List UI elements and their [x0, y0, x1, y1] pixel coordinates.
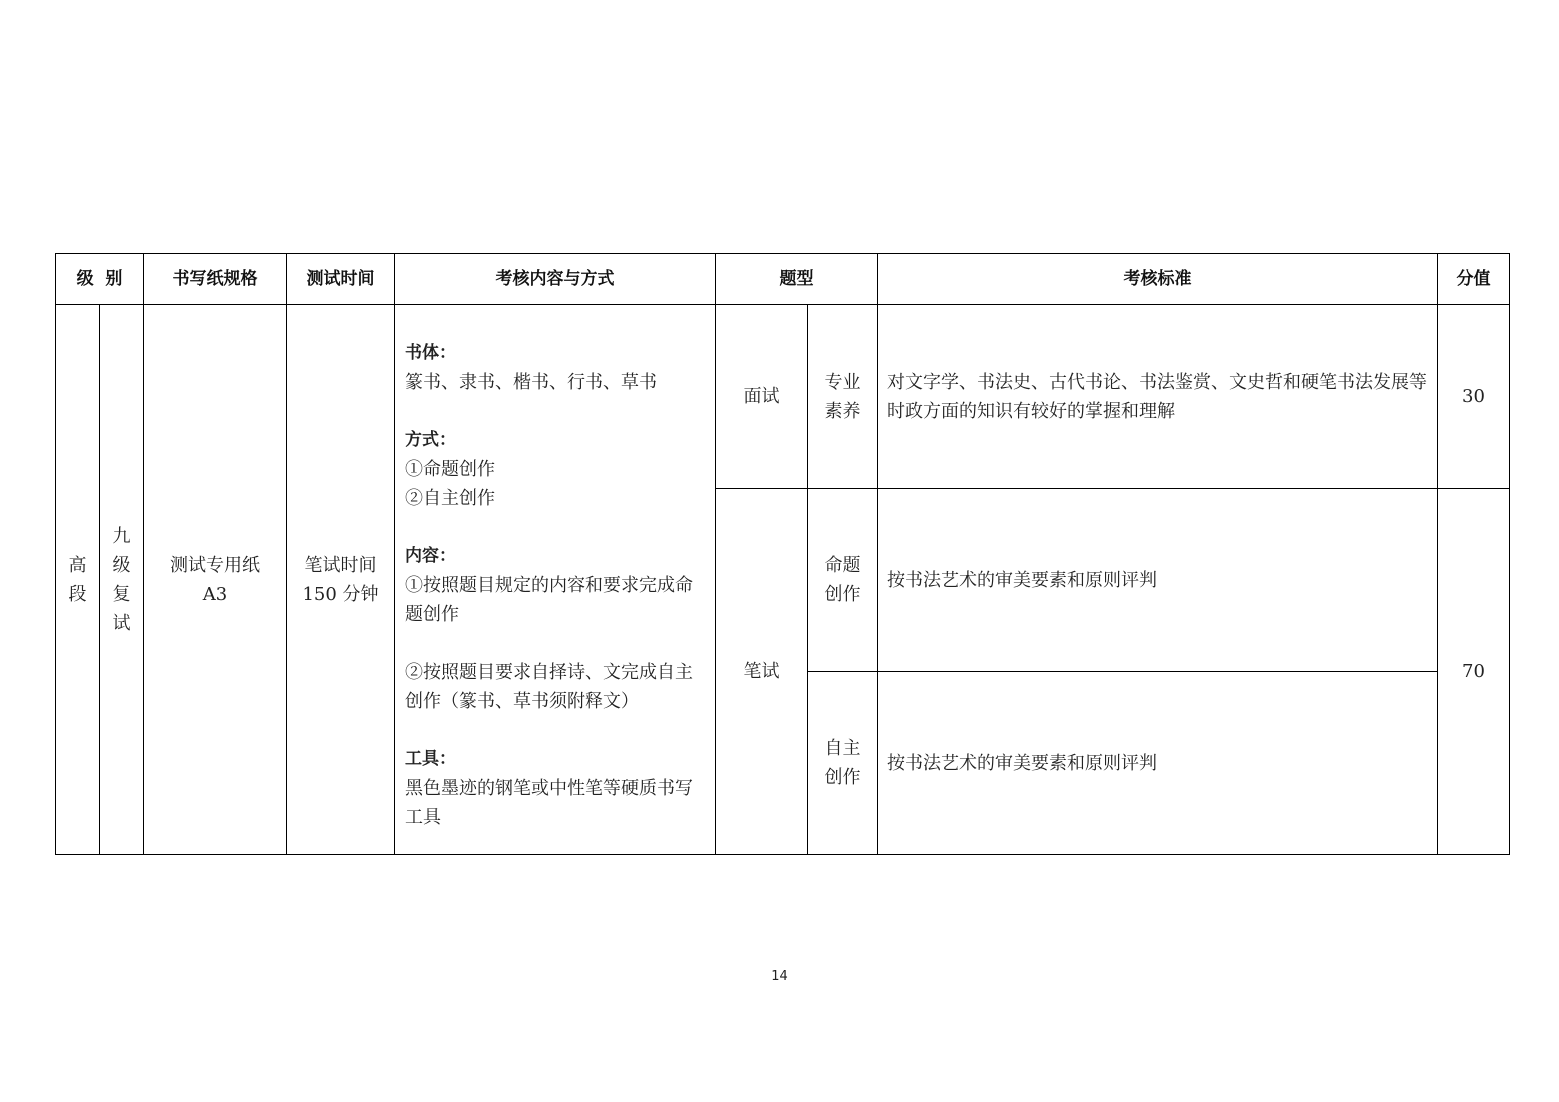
content-block	[405, 658, 705, 716]
time-line-1: 笔试时间	[304, 554, 377, 576]
content-block-line: ②自主创作	[405, 488, 495, 509]
interview-score: 30	[1462, 386, 1485, 407]
level-text: 九级复试	[112, 525, 131, 634]
header-question-type: 题型	[716, 254, 878, 305]
written-standard-cell-2	[878, 672, 1438, 855]
content-block	[405, 339, 705, 397]
header-row	[56, 254, 1510, 305]
stage-text: 高段	[68, 554, 87, 605]
content-blocks	[405, 309, 705, 832]
written-standard-2: 按书法艺术的审美要素和原则评判	[887, 752, 1157, 774]
content-block-line: 黑色墨迹的钢笔或中性笔等硬质书写工具	[405, 778, 693, 828]
written-type-cell-1	[808, 489, 878, 672]
level-cell	[100, 305, 144, 855]
interview-type-cell	[808, 305, 878, 489]
interview-row	[56, 305, 1510, 489]
interview-score-cell	[1438, 305, 1510, 489]
content-block-heading: 方式：	[405, 430, 456, 450]
header-score: 分值	[1438, 254, 1510, 305]
written-score: 70	[1462, 661, 1485, 682]
written-type-cell-2	[808, 672, 878, 855]
interview-type: 专业素养	[824, 371, 861, 422]
exam-standards-table	[55, 253, 1510, 855]
written-standard-cell-1	[878, 489, 1438, 672]
header-level: 级 别	[56, 254, 144, 305]
content-block	[405, 745, 705, 832]
paper-line-2: A3	[202, 583, 228, 605]
content-cell	[395, 305, 716, 855]
page-number: 14	[771, 969, 788, 984]
paper-line-1: 测试专用纸	[170, 554, 260, 576]
content-block-line: ①按照题目规定的内容和要求完成命题创作	[405, 575, 693, 625]
content-block-line: ②按照题目要求自择诗、文完成自主创作（篆书、草书须附释文）	[405, 662, 693, 712]
written-score-cell	[1438, 489, 1510, 855]
interview-mode: 面试	[743, 386, 780, 407]
content-block	[405, 542, 705, 629]
content-block-heading: 工具：	[405, 749, 456, 769]
time-line-2: 150 分钟	[302, 583, 379, 605]
header-standard: 考核标准	[878, 254, 1438, 305]
written-type-1: 命题创作	[824, 555, 861, 605]
content-block-heading: 书体：	[405, 343, 456, 363]
content-block-line: ①命题创作	[405, 459, 495, 480]
written-type-2: 自主创作	[824, 738, 861, 788]
interview-mode-cell	[716, 305, 808, 489]
stage-cell	[56, 305, 100, 855]
written-mode-cell	[716, 489, 808, 855]
header-time: 测试时间	[287, 254, 395, 305]
paper-cell	[144, 305, 287, 855]
content-block-line: 篆书、隶书、楷书、行书、草书	[405, 372, 657, 393]
time-cell	[287, 305, 395, 855]
written-standard-1: 按书法艺术的审美要素和原则评判	[887, 569, 1157, 591]
header-paper: 书写纸规格	[144, 254, 287, 305]
header-content: 考核内容与方式	[395, 254, 716, 305]
content-block	[405, 426, 705, 513]
content-block-heading: 内容：	[405, 546, 456, 566]
interview-standard: 对文字学、书法史、古代书论、书法鉴赏、文史哲和硬笔书法发展等时政方面的知识有较好的掌握和理解	[887, 371, 1427, 422]
interview-standard-cell	[878, 305, 1438, 489]
written-mode: 笔试	[743, 661, 780, 682]
